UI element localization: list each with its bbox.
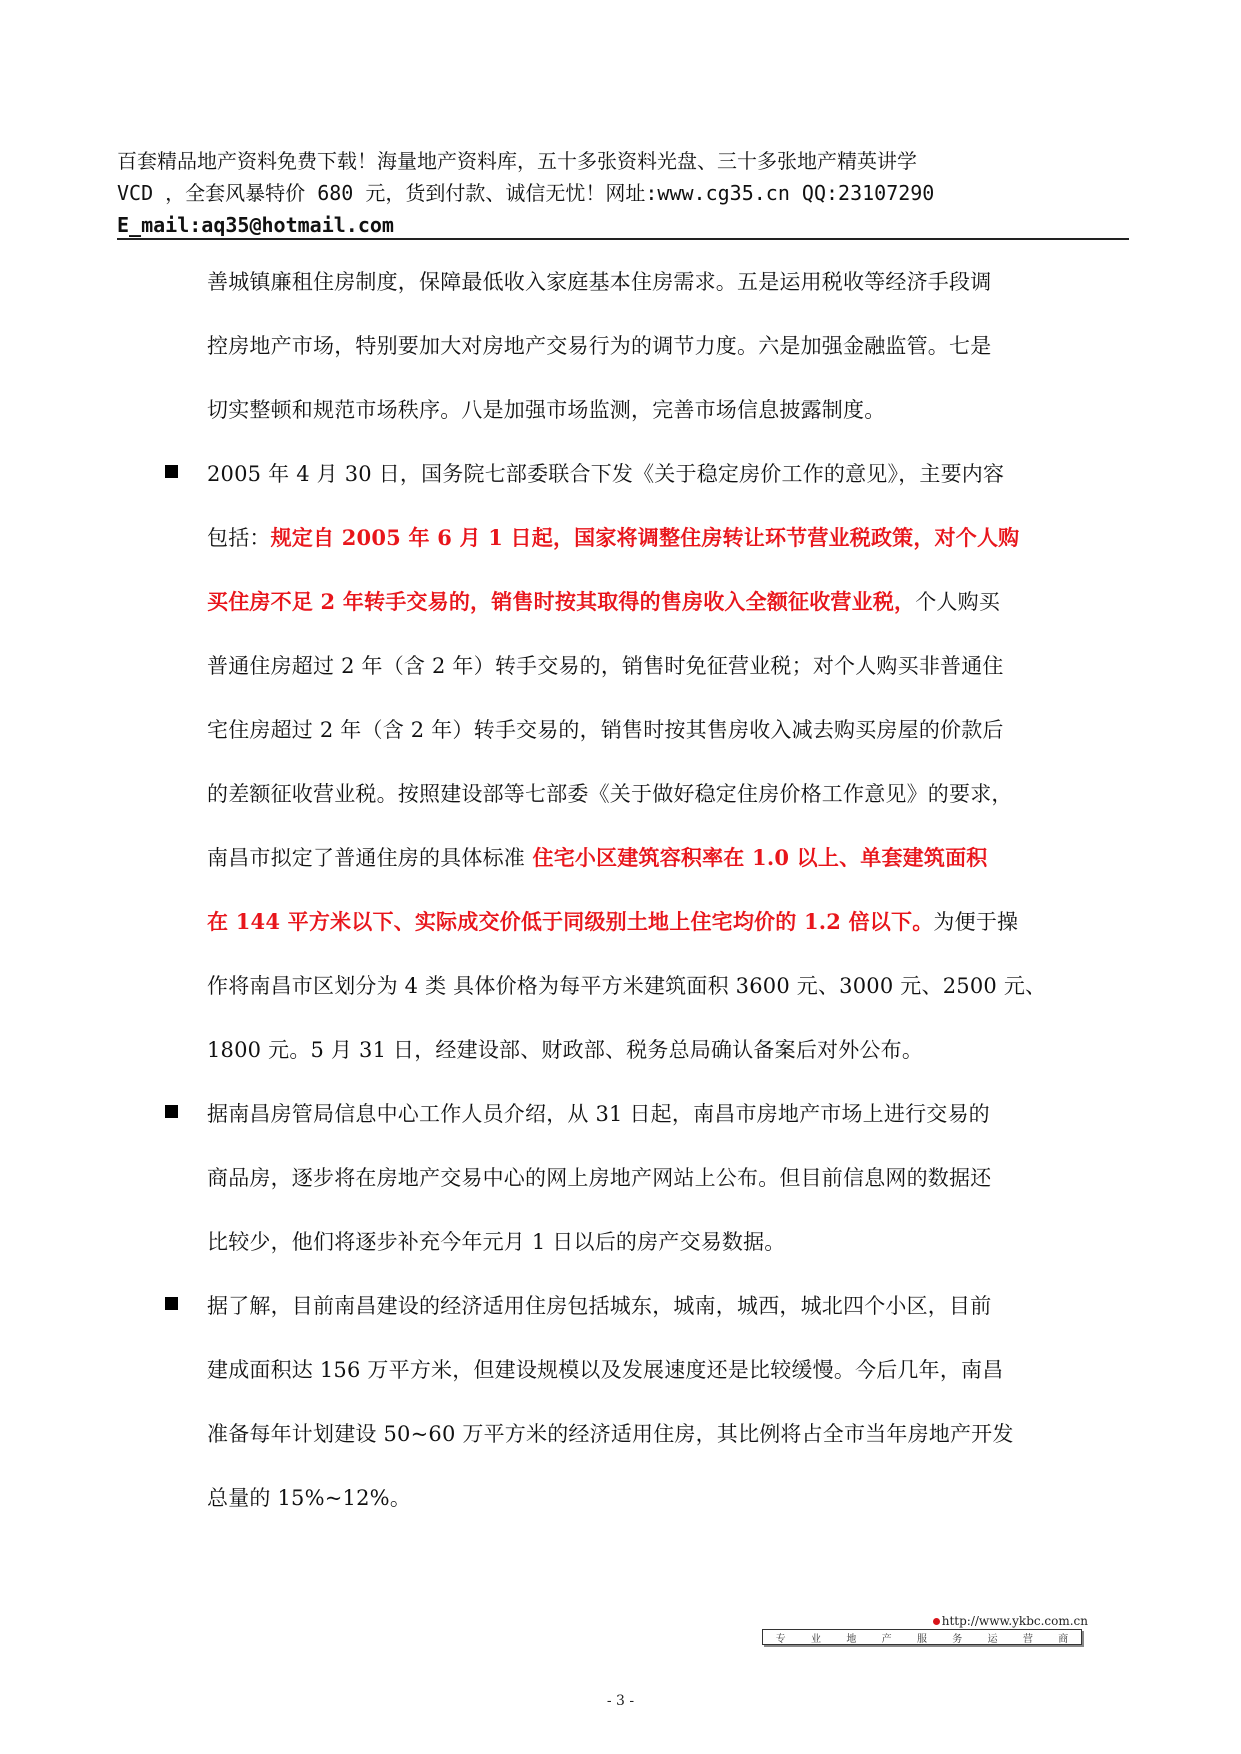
text-line: 商品房，逐步将在房地产交易中心的网上房地产网站上公布。但目前信息网的数据还	[207, 1166, 992, 1190]
text-line: 准备每年计划建设 50~60 万平方米的经济适用住房，其比例将占全市当年房地产开发	[207, 1422, 1014, 1446]
text-line: 作将南昌市区划分为 4 类 具体价格为每平方米建筑面积 3600 元、3000 元、2500 元、	[207, 974, 1047, 998]
text-line: 的差额征收营业税。按照建设部等七部委《关于做好稳定住房价格工作意见》的要求，	[207, 782, 1013, 806]
text-line: 总量的 15%~12%。	[207, 1486, 412, 1510]
text-line: 宅住房超过 2 年（含 2 年）转手交易的，销售时按其售房收入减去购买房屋的价款后	[207, 718, 1004, 742]
bullet-item-policy	[160, 442, 1130, 1082]
emphasis-text: 买住房不足 2 年转手交易的，销售时按其取得的售房收入全额征收营业税，	[207, 589, 916, 614]
footer-logo	[762, 1613, 1136, 1645]
tagline-char: 服	[916, 1633, 927, 1645]
text-line: 善城镇廉租住房制度，保障最低收入家庭基本住房需求。五是运用税收等经济手段调	[207, 270, 992, 294]
text-plain: 包括：	[207, 526, 271, 550]
footer-url-text: http://www.ykbc.com.cn	[941, 1614, 1088, 1628]
text-line: 切实整顿和规范市场秩序。八是加强市场监测，完善市场信息披露制度。	[207, 398, 886, 422]
page-header	[117, 145, 1127, 241]
footer-url[interactable]	[762, 1613, 1136, 1629]
red-dot-icon	[933, 1618, 940, 1625]
text-line: 2005 年 4 月 30 日，国务院七部委联合下发《关于稳定房价工作的意见》，主要内容	[207, 462, 1005, 486]
emphasis-text: 规定自 2005 年 6 月 1 日起，国家将调整住房转让环节营业税政策，对个人购	[270, 525, 1020, 550]
footer-tagline	[762, 1629, 1082, 1645]
tagline-char: 运	[987, 1633, 998, 1645]
tagline-char: 务	[952, 1633, 963, 1645]
text-line: 比较少，他们将逐步补充今年元月 1 日以后的房产交易数据。	[207, 1230, 786, 1254]
tagline-char: 产	[881, 1633, 892, 1645]
tagline-char: 专	[775, 1633, 786, 1645]
header-ad-line-1: 百套精品地产资料免费下载！海量地产资料库，五十多张资料光盘、三十多张地产精英讲学	[117, 149, 917, 173]
text-plain: 为便于操	[933, 910, 1019, 934]
tagline-char: 地	[846, 1633, 857, 1645]
square-bullet-icon	[165, 1105, 178, 1118]
square-bullet-icon	[165, 465, 178, 478]
tagline-char: 营	[1022, 1633, 1033, 1645]
page-number: - 3 -	[606, 1693, 635, 1709]
text-line	[207, 570, 1130, 634]
bullet-item-affordable-housing	[160, 1274, 1130, 1530]
square-bullet-icon	[165, 1297, 178, 1310]
emphasis-text: 在 144 平方米以下、实际成交价低于同级别土地上住宅均价的 1.2 倍以下。	[207, 909, 934, 934]
header-ad-line-2: VCD ，全套风暴特价 680 元，货到付款、诚信无忧！网址:www.cg35.cn QQ:23107290	[117, 181, 935, 205]
text-line: 据南昌房管局信息中心工作人员介绍，从 31 日起，南昌市房地产市场上进行交易的	[207, 1102, 990, 1126]
text-line: 建成面积达 156 万平方米，但建设规模以及发展速度还是比较缓慢。今后几年，南昌	[207, 1358, 1004, 1382]
header-email: E_mail:aq35@hotmail.com	[117, 213, 394, 237]
header-divider	[117, 238, 1129, 240]
text-line	[207, 890, 1130, 954]
text-line: 控房地产市场，特别要加大对房地产交易行为的调节力度。六是加强金融监管。七是	[207, 334, 992, 358]
text-line	[207, 826, 1130, 890]
text-line: 1800 元。5 月 31 日，经建设部、财政部、税务总局确认备案后对外公布。	[207, 1038, 924, 1062]
text-line	[207, 506, 1130, 570]
bullet-item-info-center	[160, 1082, 1130, 1274]
text-line: 普通住房超过 2 年（含 2 年）转手交易的，销售时免征营业税；对个人购买非普通住	[207, 654, 1004, 678]
intro-paragraph	[160, 250, 1130, 442]
tagline-char: 商	[1058, 1633, 1069, 1645]
document-body	[160, 250, 1130, 1530]
text-plain: 南昌市拟定了普通住房的具体标准	[207, 846, 525, 870]
tagline-char: 业	[810, 1633, 821, 1645]
text-plain: 个人购买	[915, 590, 1001, 614]
text-line: 据了解，目前南昌建设的经济适用住房包括城东，城南，城西，城北四个小区，目前	[207, 1294, 992, 1318]
emphasis-text: 住宅小区建筑容积率在 1.0 以上、单套建筑面积	[525, 845, 988, 870]
